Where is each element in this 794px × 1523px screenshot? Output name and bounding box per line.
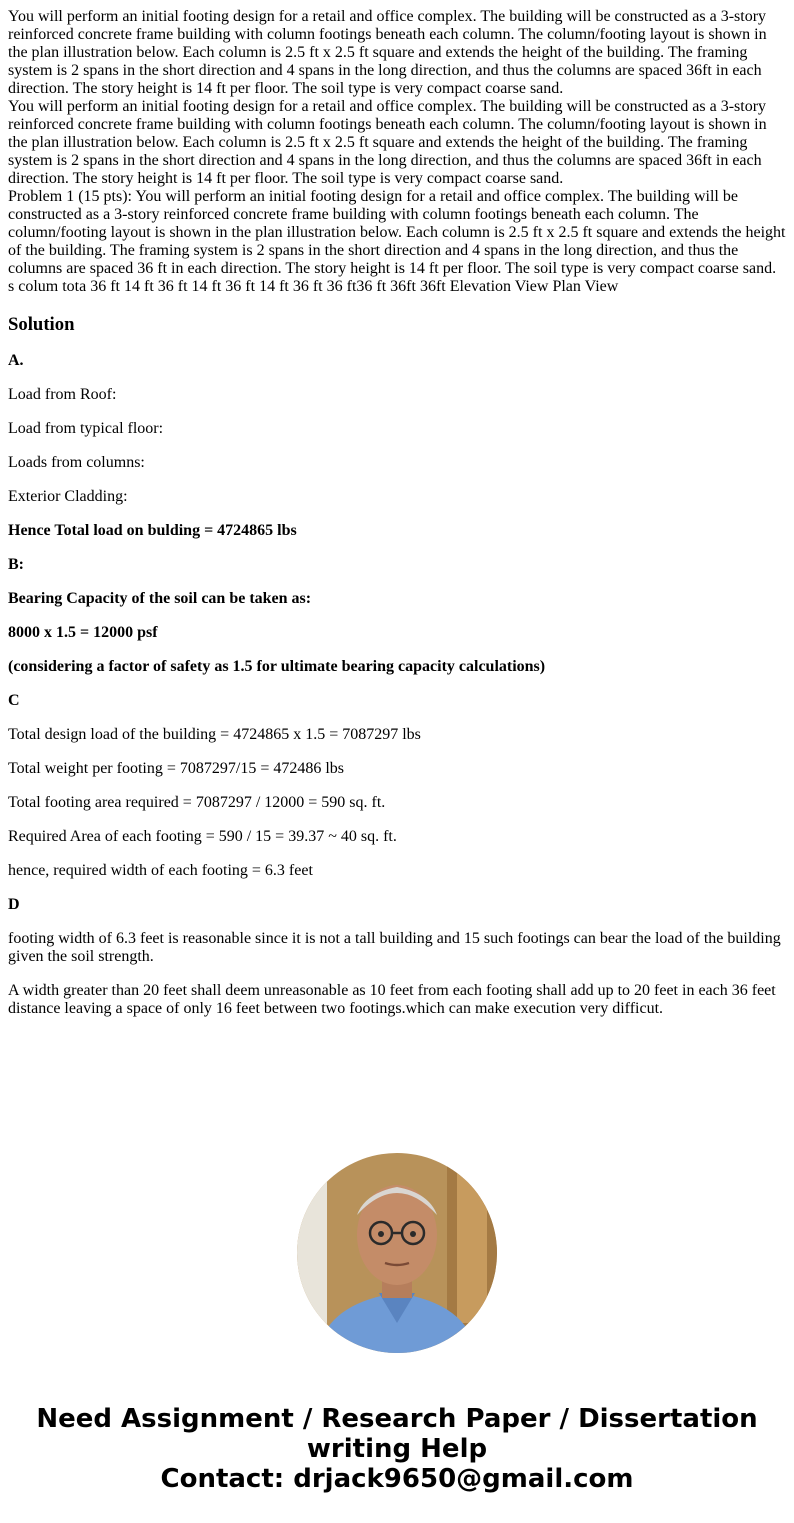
avatar-portrait: [297, 1153, 497, 1353]
load-columns: Loads from columns:: [8, 454, 145, 471]
question-paragraph-1: You will perform an initial footing design for a retail and office complex. The building will be constructed as a 3-story reinforced concrete frame building with column footings beneath each column. The column/footing layout is shown in the plan illustration below. Each column is 2.5 ft x 2.5 ft square and extends the height of the building. The framing system is 2 spans in the short direction and 4 spans in the long direction, and thus the columns are spaced 36ft in each direction. The story height is 14 ft per floor. The soil type is very compact coarse sand.: [8, 8, 767, 97]
total-load: Hence Total load on bulding = 4724865 lbs: [8, 522, 297, 539]
footer-banner: [0, 1404, 794, 1494]
part-d-paragraph-2: A width greater than 20 feet shall deem unreasonable as 10 feet from each footing shall add up to 20 feet in each 36 feet distance leaving a space of only 16 feet between two footings.which can make execution very difficut.: [8, 982, 776, 1017]
load-floor: Load from typical floor:: [8, 420, 164, 437]
part-a-label: A.: [8, 352, 24, 369]
part-d-label: D: [8, 896, 20, 913]
question-text: [8, 8, 786, 296]
exterior-cladding: Exterior Cladding:: [8, 488, 128, 505]
load-roof: Load from Roof:: [8, 386, 117, 403]
width-each-footing: hence, required width of each footing = 6.3 feet: [8, 862, 313, 879]
design-load: Total design load of the building = 4724865 x 1.5 = 7087297 lbs: [8, 726, 421, 743]
part-c-label: C: [8, 692, 20, 709]
footer-line-1: Need Assignment / Research Paper / Dissertation: [36, 1404, 758, 1434]
solution-body: [8, 352, 786, 1018]
footer-line-2: writing Help: [306, 1434, 488, 1464]
bearing-title: Bearing Capacity of the soil can be taken as:: [8, 590, 312, 607]
avatar: [297, 1153, 497, 1353]
footer-contact: Contact: drjack9650@gmail.com: [160, 1464, 634, 1494]
question-paragraph-3: Problem 1 (15 pts): You will perform an initial footing design for a retail and office complex. The building will be constructed as a 3-story reinforced concrete frame building with column footings beneath each column. The column/footing layout is shown in the plan illustration below. Each column is 2.5 ft x 2.5 ft square and extends the height of the building. The framing system is 2 spans in the short direction and 4 spans in the long direction, and thus the columns are spaced 36 ft in each direction. The story height is 14 ft per floor. The soil type is very compact coarse sand. s colum tota 36 ft 14 ft 36 ft 14 ft 36 ft 14 ft 36 ft 36 ft36 ft 36ft 36ft Elevation View Plan View: [8, 188, 786, 295]
bearing-note: (considering a factor of safety as 1.5 for ultimate bearing capacity calculations): [8, 658, 546, 675]
bearing-calc: 8000 x 1.5 = 12000 psf: [8, 624, 158, 641]
question-paragraph-2: You will perform an initial footing design for a retail and office complex. The building will be constructed as a 3-story reinforced concrete frame building with column footings beneath each column. The column/footing layout is shown in the plan illustration below. Each column is 2.5 ft x 2.5 ft square and extends the height of the building. The framing system is 2 spans in the short direction and 4 spans in the long direction, and thus the columns are spaced 36ft in each direction. The story height is 14 ft per floor. The soil type is very compact coarse sand.: [8, 98, 767, 187]
footing-area: Total footing area required = 7087297 / 12000 = 590 sq. ft.: [8, 794, 386, 811]
area-each-footing: Required Area of each footing = 590 / 15 = 39.37 ~ 40 sq. ft.: [8, 828, 397, 845]
part-b-label: B:: [8, 556, 24, 573]
part-d-paragraph-1: footing width of 6.3 feet is reasonable since it is not a tall building and 15 such footings can bear the load of the building given the soil strength.: [8, 930, 781, 965]
weight-per-footing: Total weight per footing = 7087297/15 = 472486 lbs: [8, 760, 345, 777]
solution-heading: Solution: [8, 314, 75, 335]
